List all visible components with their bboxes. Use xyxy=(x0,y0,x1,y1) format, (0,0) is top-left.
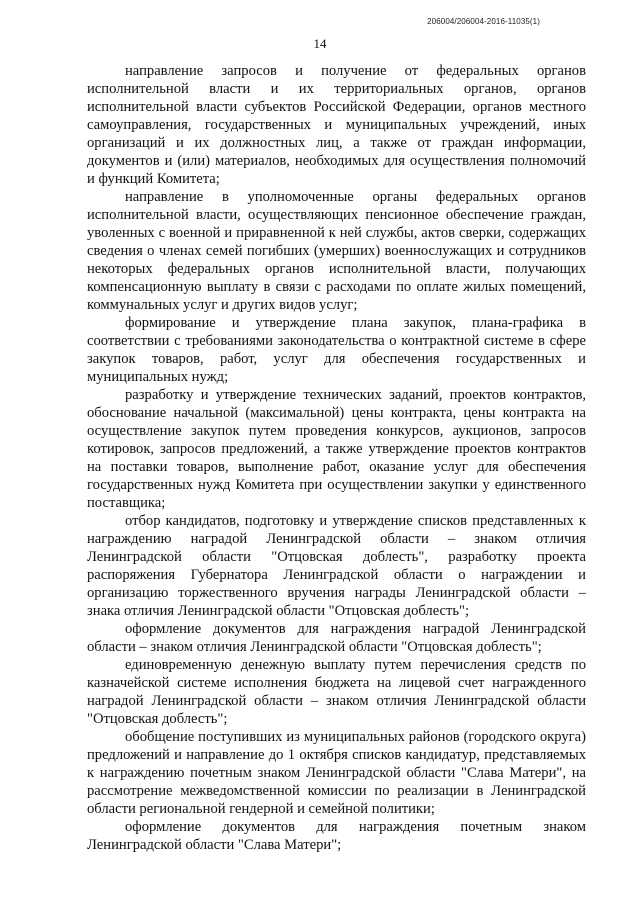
document-id: 206004/206004-2016-11035(1) xyxy=(427,17,540,26)
paragraph: направление в уполномоченные органы федеральных органов исполнительной власти, осуществляющих пенсионное обеспечение граждан, уволенных с военной и приравненной к ней службы, актов сверки, содержащих сведения о членах семей погибших (умерших) военнослужащих и сотрудников некоторых федеральных органов исполнительной власти, получающих компенсационную выплату в связи с расходами по оплате жилых помещений, коммунальных услуг и других видов услуг; xyxy=(87,189,586,313)
paragraph: обобщение поступивших из муниципальных районов (городского округа) предложений и направление до 1 октября списков кандидатур, представляемых к награждению почетным знаком Ленинградской области "Слава Матери", на рассмотрение межведомственной комиссии по реализации в Ленинградской области региональной гендерной и семейной политики; xyxy=(87,729,586,817)
paragraph: отбор кандидатов, подготовку и утверждение списков представленных к награждению наградой Ленинградской области – знаком отличия Ленинградской области "Отцовская доблесть", разработку проекта распоряжения Губернатора Ленинградской области о награждении и организацию торжественного вручения награды Ленинградской области – знака отличия Ленинградской области "Отцовская доблесть"; xyxy=(87,513,586,619)
paragraph: разработку и утверждение технических заданий, проектов контрактов, обоснование начальной (максимальной) цены контракта, цены контракта на осуществление закупок путем проведения конкурсов, аукционов, запросов котировок, запросов предложений, а также утверждение проектов контрактов на поставки товаров, выполнение работ, оказание услуг для обеспечения государственных нужд Комитета при осуществлении закупки у единственного поставщика; xyxy=(87,387,586,511)
page-number: 14 xyxy=(313,36,327,51)
paragraph: единовременную денежную выплату путем перечисления средств по казначейской системе исполнения бюджета на лицевой счет награжденного наградой Ленинградской области – знаком отличия Ленинградской области "Отцовская доблесть"; xyxy=(87,657,586,727)
document-body xyxy=(87,62,586,854)
paragraph: оформление документов для награждения почетным знаком Ленинградской области "Слава Матери"; xyxy=(87,819,586,853)
paragraph: направление запросов и получение от федеральных органов исполнительной власти и их территориальных органов, органов исполнительной власти субъектов Российской Федерации, органов местного самоуправления, государственных и муниципальных учреждений, иных организаций и их должностных лиц, а также от граждан информации, документов и (или) материалов, необходимых для осуществления полномочий и функций Комитета; xyxy=(87,63,586,187)
paragraph: формирование и утверждение плана закупок, плана-графика в соответствии с требованиями законодательства о контрактной системе в сфере закупок товаров, работ, услуг для обеспечения государственных и муниципальных нужд; xyxy=(87,315,586,385)
paragraph: оформление документов для награждения наградой Ленинградской области – знаком отличия Ленинградской области "Отцовская доблесть"; xyxy=(87,621,586,655)
